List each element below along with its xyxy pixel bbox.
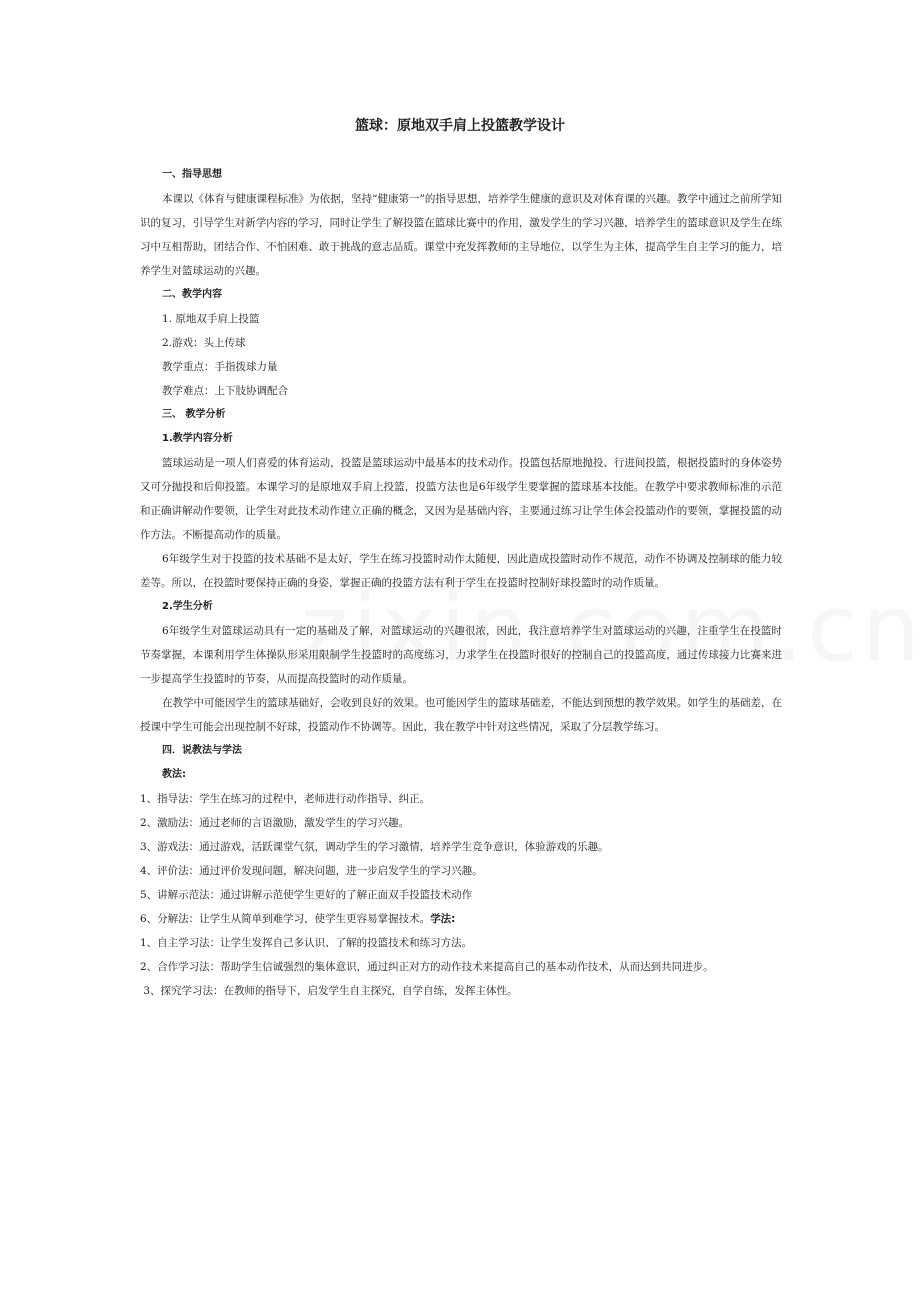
- subheading-student-analysis: 2.学生分析: [162, 601, 213, 612]
- section-heading-teaching-analysis: 三、 教学分析: [162, 409, 226, 420]
- teaching-methods-label: 教法:: [162, 769, 186, 780]
- learning-method-item: 3、探究学习法：在教师的指导下，启发学生自主探究，自学自练，发挥主体性。: [140, 985, 518, 997]
- paragraph-content-analysis-2: 6年级学生对于投篮的技术基础不是太好，学生在练习投篮时动作太随便，因此造成投篮时动作不规范，动作不协调及控制球的能力较差等。所以，在投篮时要保持正确的身姿，掌握正确的投篮方法有利于学生在投篮时控制好球投篮时的动作质量。: [140, 553, 782, 589]
- teaching-method-item: 5、讲解示范法：通过讲解示范使学生更好的了解正面双手投篮技术动作: [140, 889, 473, 901]
- section-heading-teaching-content: 二、教学内容: [162, 289, 222, 300]
- paragraph-content-analysis-1: 篮球运动是一项人们喜爱的体育运动，投篮是篮球运动中最基本的技术动作。投篮包括原地抛投、行进间投篮，根据投篮时的身体姿势又可分抛投和后仰投篮。本课学习的是原地双手肩上投篮，投篮方法也是6年级学生要掌握的篮球基本技能。在教学中要求教师标准的示范和正确讲解动作要领，让学生对此技术动作建立正确的概念，又因为是基础内容，主要通过练习让学生体会投篮动作的要领，掌握投篮的动作方法。不断提高动作的质量。: [140, 457, 782, 541]
- learning-method-item: 2、合作学习法：帮助学生信诚强烈的集体意识，通过纠正对方的动作技术来提高自己的基本动作技术，从而达到共同进步。: [140, 961, 714, 973]
- section-heading-guiding-ideology: 一、指导思想: [162, 169, 222, 180]
- content-item: 2.游戏：头上传球: [162, 337, 246, 349]
- paragraph-guiding-ideology: 本课以《体育与健康课程标准》为依据，坚持“健康第一”的指导思想，培养学生健康的意识及对体育课的兴趣。教学中通过之前所学知识的复习，引导学生对新学内容的学习，同时让学生了解投篮在篮球比赛中的作用，激发学生的学习兴趣，培养学生的篮球意识及学生在练习中互相帮助，团结合作、不怕困难、敢于挑战的意志品质。课堂中充发挥教师的主导地位，以学生为主体，提高学生自主学习的能力，培养学生对篮球运动的兴趣。: [140, 193, 782, 277]
- learning-methods-label: 学法:: [430, 913, 456, 925]
- content-item: 1. 原地双手肩上投篮: [162, 313, 260, 325]
- document-title: 篮球：原地双手肩上投篮教学设计: [355, 118, 565, 134]
- section-heading-methods: 四．说教法与学法: [162, 745, 242, 756]
- teaching-method-item: 2、激励法：通过老师的言语激励，激发学生的学习兴趣。: [140, 817, 410, 829]
- paragraph-student-analysis-1: 6年级学生对篮球运动具有一定的基础及了解，对篮球运动的兴趣很浓，因此，我注意培养学生对篮球运动的兴趣，注重学生在投篮时节奏掌握，本课利用学生体操队形采用限制学生投篮时的高度练习，力求学生在投篮时很好的控制自己的投篮高度，通过传球接力比赛来进一步提高学生投篮时的节奏，从而提高投篮时的动作质量。: [140, 625, 782, 685]
- content-item: 教学难点：上下肢协调配合: [162, 385, 288, 397]
- teaching-method-item: 3、游戏法：通过游戏，活跃课堂气氛，调动学生的学习激情，培养学生竞争意识，体验游戏的乐趣。: [140, 841, 609, 853]
- paragraph-student-analysis-2: 在教学中可能因学生的篮球基础好，会收到良好的效果。也可能因学生的篮球基础差，不能达到预想的教学效果。如学生的基础差，在授课中学生可能会出现控制不好球，投篮动作不协调等。因此，我在教学中针对这些情况，采取了分层教学练习。: [140, 697, 782, 733]
- teaching-method-text: 6、分解法：让学生从简单到难学习，使学生更容易掌握技术。: [140, 913, 431, 925]
- teaching-method-item: 4、评价法：通过评价发现问题，解决问题，进一步启发学生的学习兴趣。: [140, 865, 483, 877]
- subheading-content-analysis: 1.教学内容分析: [162, 433, 233, 444]
- teaching-method-item-6: [140, 907, 782, 931]
- teaching-method-item: 1、指导法：学生在练习的过程中，老师进行动作指导、纠正。: [140, 793, 431, 805]
- document-body: [140, 163, 782, 1003]
- content-item: 教学重点：手指拨球力量: [162, 361, 278, 373]
- learning-method-item: 1、自主学习法：让学生发挥自己多认识、了解的投篮技术和练习方法。: [140, 937, 473, 949]
